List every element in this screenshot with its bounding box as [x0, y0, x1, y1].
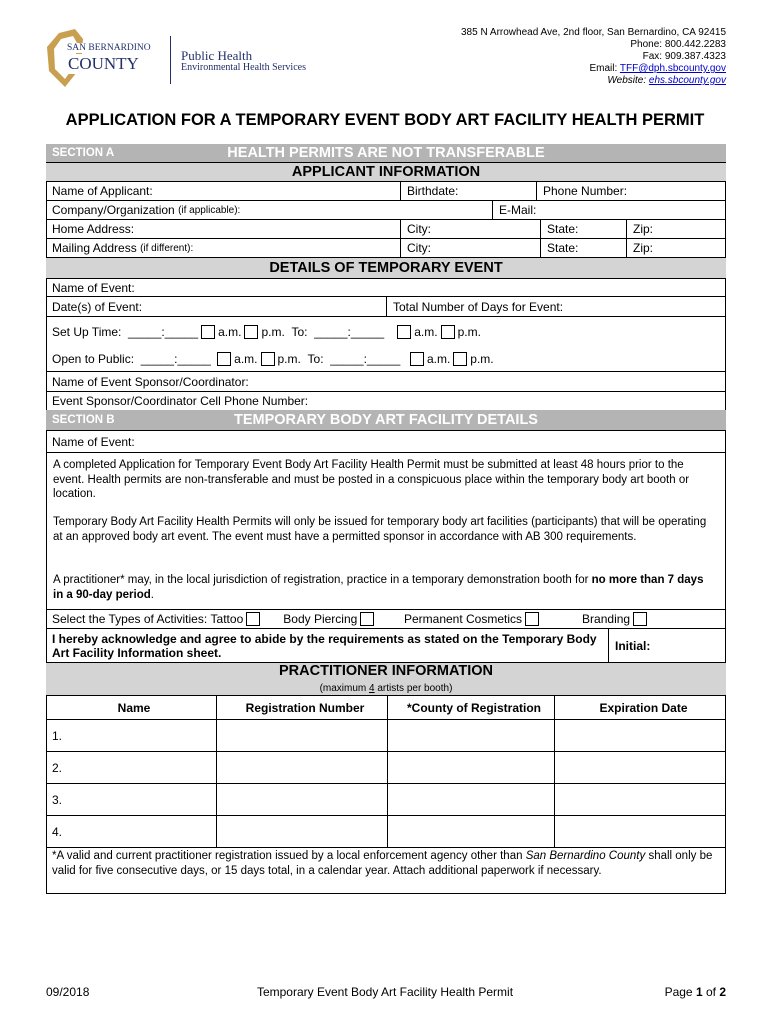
logo-main-text: COUNTY	[68, 54, 139, 73]
setup-start-time[interactable]: _____:_____	[128, 324, 199, 339]
open-start-pm-checkbox[interactable]	[261, 352, 275, 366]
footer-title: Temporary Event Body Art Facility Health Permit	[256, 985, 514, 999]
table-row	[46, 752, 726, 784]
table-row	[46, 784, 726, 816]
open-public-label: Open to Public:	[52, 351, 135, 366]
address: 385 N Arrowhead Ave, 2nd floor, San Bernardino, CA 92415	[461, 27, 726, 38]
birthdate-field[interactable]: Birthdate:	[400, 182, 536, 200]
row-3-county[interactable]	[387, 784, 554, 815]
home-state-field[interactable]: State:	[540, 220, 626, 238]
paragraph-48-hours: A completed Application for Temporary Event Body Art Facility Health Permit must be submitted at least 48 hours prior to the event. Health permits are non-transferable and must be posted in a conspicuous place within the temporary body art booth or location.	[53, 459, 690, 500]
col-registration-number: Registration Number	[216, 696, 387, 719]
open-public-row: Open to Public: _____:_____ a.m. p.m. To: _____:_____ a.m. p.m.	[46, 346, 726, 372]
setup-end-am-checkbox[interactable]	[397, 325, 411, 339]
col-expiration: Expiration Date	[554, 696, 726, 719]
section-b-event-row	[46, 431, 726, 453]
dept-subtitle: Environmental Health Services	[181, 62, 306, 73]
sponsor-row	[46, 372, 726, 392]
branding-checkbox[interactable]	[633, 612, 647, 626]
home-address-row	[46, 220, 726, 239]
activities-row: Select the Types of Activities: Tattoo Body Piercing Permanent Cosmetics Branding	[46, 610, 726, 629]
piercing-checkbox[interactable]	[360, 612, 374, 626]
cosmetics-checkbox[interactable]	[525, 612, 539, 626]
paragraph-permits: Temporary Body Art Facility Health Permits will only be issued for temporary body art facilities (participants) that will be operating at an approved body art event. The event must have a permitted sponsor in accordance with AB 300 requirements.	[53, 516, 707, 543]
row-2-registration[interactable]	[216, 752, 387, 783]
applicant-info-heading: APPLICANT INFORMATION	[46, 163, 726, 182]
setup-end-time[interactable]: _____:_____	[314, 324, 385, 339]
row-1-county[interactable]	[387, 720, 554, 751]
total-days-field[interactable]: Total Number of Days for Event:	[386, 297, 726, 316]
facility-details-banner: TEMPORARY BODY ART FACILITY DETAILS	[234, 412, 538, 428]
row-4-name[interactable]: 4.	[52, 824, 63, 839]
header-divider	[170, 36, 171, 84]
website-line: Website: ehs.sbcounty.gov	[607, 75, 726, 86]
practitioner-header-row	[46, 696, 726, 720]
event-name-row	[46, 279, 726, 297]
mailing-city-field[interactable]: City:	[400, 239, 540, 257]
sponsor-phone-field[interactable]: Event Sponsor/Coordinator Cell Phone Number:	[52, 394, 309, 408]
not-transferable-banner: HEALTH PERMITS ARE NOT TRANSFERABLE	[227, 145, 545, 161]
table-row	[46, 720, 726, 752]
phone: Phone: 800.442.2283	[630, 39, 726, 50]
registration-note: *A valid and current practitioner registration issued by a local enforcement agency other than San Bernardino County shall only be valid for five consecutive days, or 15 days total, in a calendar year. Attach additional paperwork if necessary.	[52, 850, 713, 877]
row-1-expiration[interactable]	[554, 720, 726, 751]
setup-time-label: Set Up Time:	[52, 324, 122, 339]
row-4-expiration[interactable]	[554, 816, 726, 847]
row-2-county[interactable]	[387, 752, 554, 783]
footer-date: 09/2018	[46, 985, 90, 999]
event-name-field[interactable]: Name of Event:	[52, 280, 135, 295]
row-4-registration[interactable]	[216, 816, 387, 847]
contact-block	[461, 27, 726, 87]
tattoo-checkbox[interactable]	[246, 612, 260, 626]
paragraph-practitioner: A practitioner* may, in the local jurisdiction of registration, practice in a temporary demonstration booth for no more than 7 days in a 90-day period.	[53, 574, 704, 601]
row-1-registration[interactable]	[216, 720, 387, 751]
section-b-banner	[46, 410, 726, 431]
event-dates-row	[46, 297, 726, 317]
event-details-heading: DETAILS OF TEMPORARY EVENT	[46, 258, 726, 279]
activities-label: Select the Types of Activities:	[52, 612, 208, 626]
setup-time-row: Set Up Time: _____:_____ a.m. p.m. To: _____:_____ a.m. p.m.	[52, 324, 481, 339]
page-number: Page 1 of 2	[664, 985, 726, 999]
row-1-name[interactable]: 1.	[52, 728, 63, 743]
row-3-expiration[interactable]	[554, 784, 726, 815]
email-field[interactable]: E-Mail:	[492, 201, 726, 219]
practitioner-heading-block	[46, 663, 726, 696]
row-4-county[interactable]	[387, 816, 554, 847]
section-a-label: SECTION A	[52, 147, 115, 159]
row-3-name[interactable]: 3.	[52, 792, 63, 807]
phone-field[interactable]: Phone Number:	[536, 182, 726, 200]
setup-start-pm-checkbox[interactable]	[244, 325, 258, 339]
event-dates-field[interactable]: Date(s) of Event:	[52, 299, 143, 314]
col-county: *County of Registration	[387, 696, 554, 719]
section-a-banner	[46, 144, 726, 163]
setup-end-pm-checkbox[interactable]	[441, 325, 455, 339]
fax: Fax: 909.387.4323	[642, 51, 726, 62]
company-row	[46, 201, 726, 220]
setup-start-am-checkbox[interactable]	[201, 325, 215, 339]
mailing-address-field[interactable]: Mailing Address (if different):	[52, 241, 194, 255]
sponsor-field[interactable]: Name of Event Sponsor/Coordinator:	[52, 374, 249, 389]
mailing-state-field[interactable]: State:	[540, 239, 626, 257]
initial-field[interactable]: Initial:	[608, 629, 726, 662]
sponsor-phone-row	[46, 392, 726, 410]
acknowledge-text: I hereby acknowledge and agree to abide by the requirements as stated on the Temporary Body Art Facility Information sheet.	[52, 631, 597, 660]
page-title: APPLICATION FOR A TEMPORARY EVENT BODY ART FACILITY HEALTH PERMIT	[65, 111, 705, 129]
practitioner-subheading: (maximum 4 artists per booth)	[319, 683, 453, 694]
open-end-pm-checkbox[interactable]	[453, 352, 467, 366]
row-3-registration[interactable]	[216, 784, 387, 815]
row-2-expiration[interactable]	[554, 752, 726, 783]
website-link[interactable]: ehs.sbcounty.gov	[648, 75, 726, 86]
logo-top-text: SAN BERNARDINO	[67, 43, 151, 53]
dept-title: Public Health	[181, 48, 253, 63]
email-link[interactable]: TFF@dph.sbcounty.gov	[619, 63, 726, 74]
section-b-label: SECTION B	[52, 414, 115, 426]
open-start-am-checkbox[interactable]	[217, 352, 231, 366]
col-name: Name	[117, 700, 151, 715]
section-b-event-field[interactable]: Name of Event:	[52, 434, 135, 449]
open-end-time[interactable]: _____:_____	[330, 351, 401, 366]
open-end-am-checkbox[interactable]	[410, 352, 424, 366]
home-city-field[interactable]: City:	[400, 220, 540, 238]
table-row	[46, 816, 726, 848]
open-start-time[interactable]: _____:_____	[140, 351, 211, 366]
practitioner-heading: PRACTITIONER INFORMATION	[279, 663, 493, 679]
applicant-name-row	[46, 182, 726, 201]
mailing-address-row	[46, 239, 726, 258]
home-address-field[interactable]: Home Address:	[52, 222, 135, 236]
mailing-zip-field[interactable]: Zip:	[626, 239, 726, 257]
email-line: Email: TFF@dph.sbcounty.gov	[589, 63, 726, 74]
row-2-name[interactable]: 2.	[52, 760, 63, 775]
county-logo	[45, 27, 153, 91]
acknowledge-row	[46, 629, 726, 663]
home-zip-field[interactable]: Zip:	[626, 220, 726, 238]
applicant-name-field[interactable]: Name of Applicant:	[52, 184, 153, 198]
company-field[interactable]: Company/Organization (if applicable):	[52, 203, 241, 217]
